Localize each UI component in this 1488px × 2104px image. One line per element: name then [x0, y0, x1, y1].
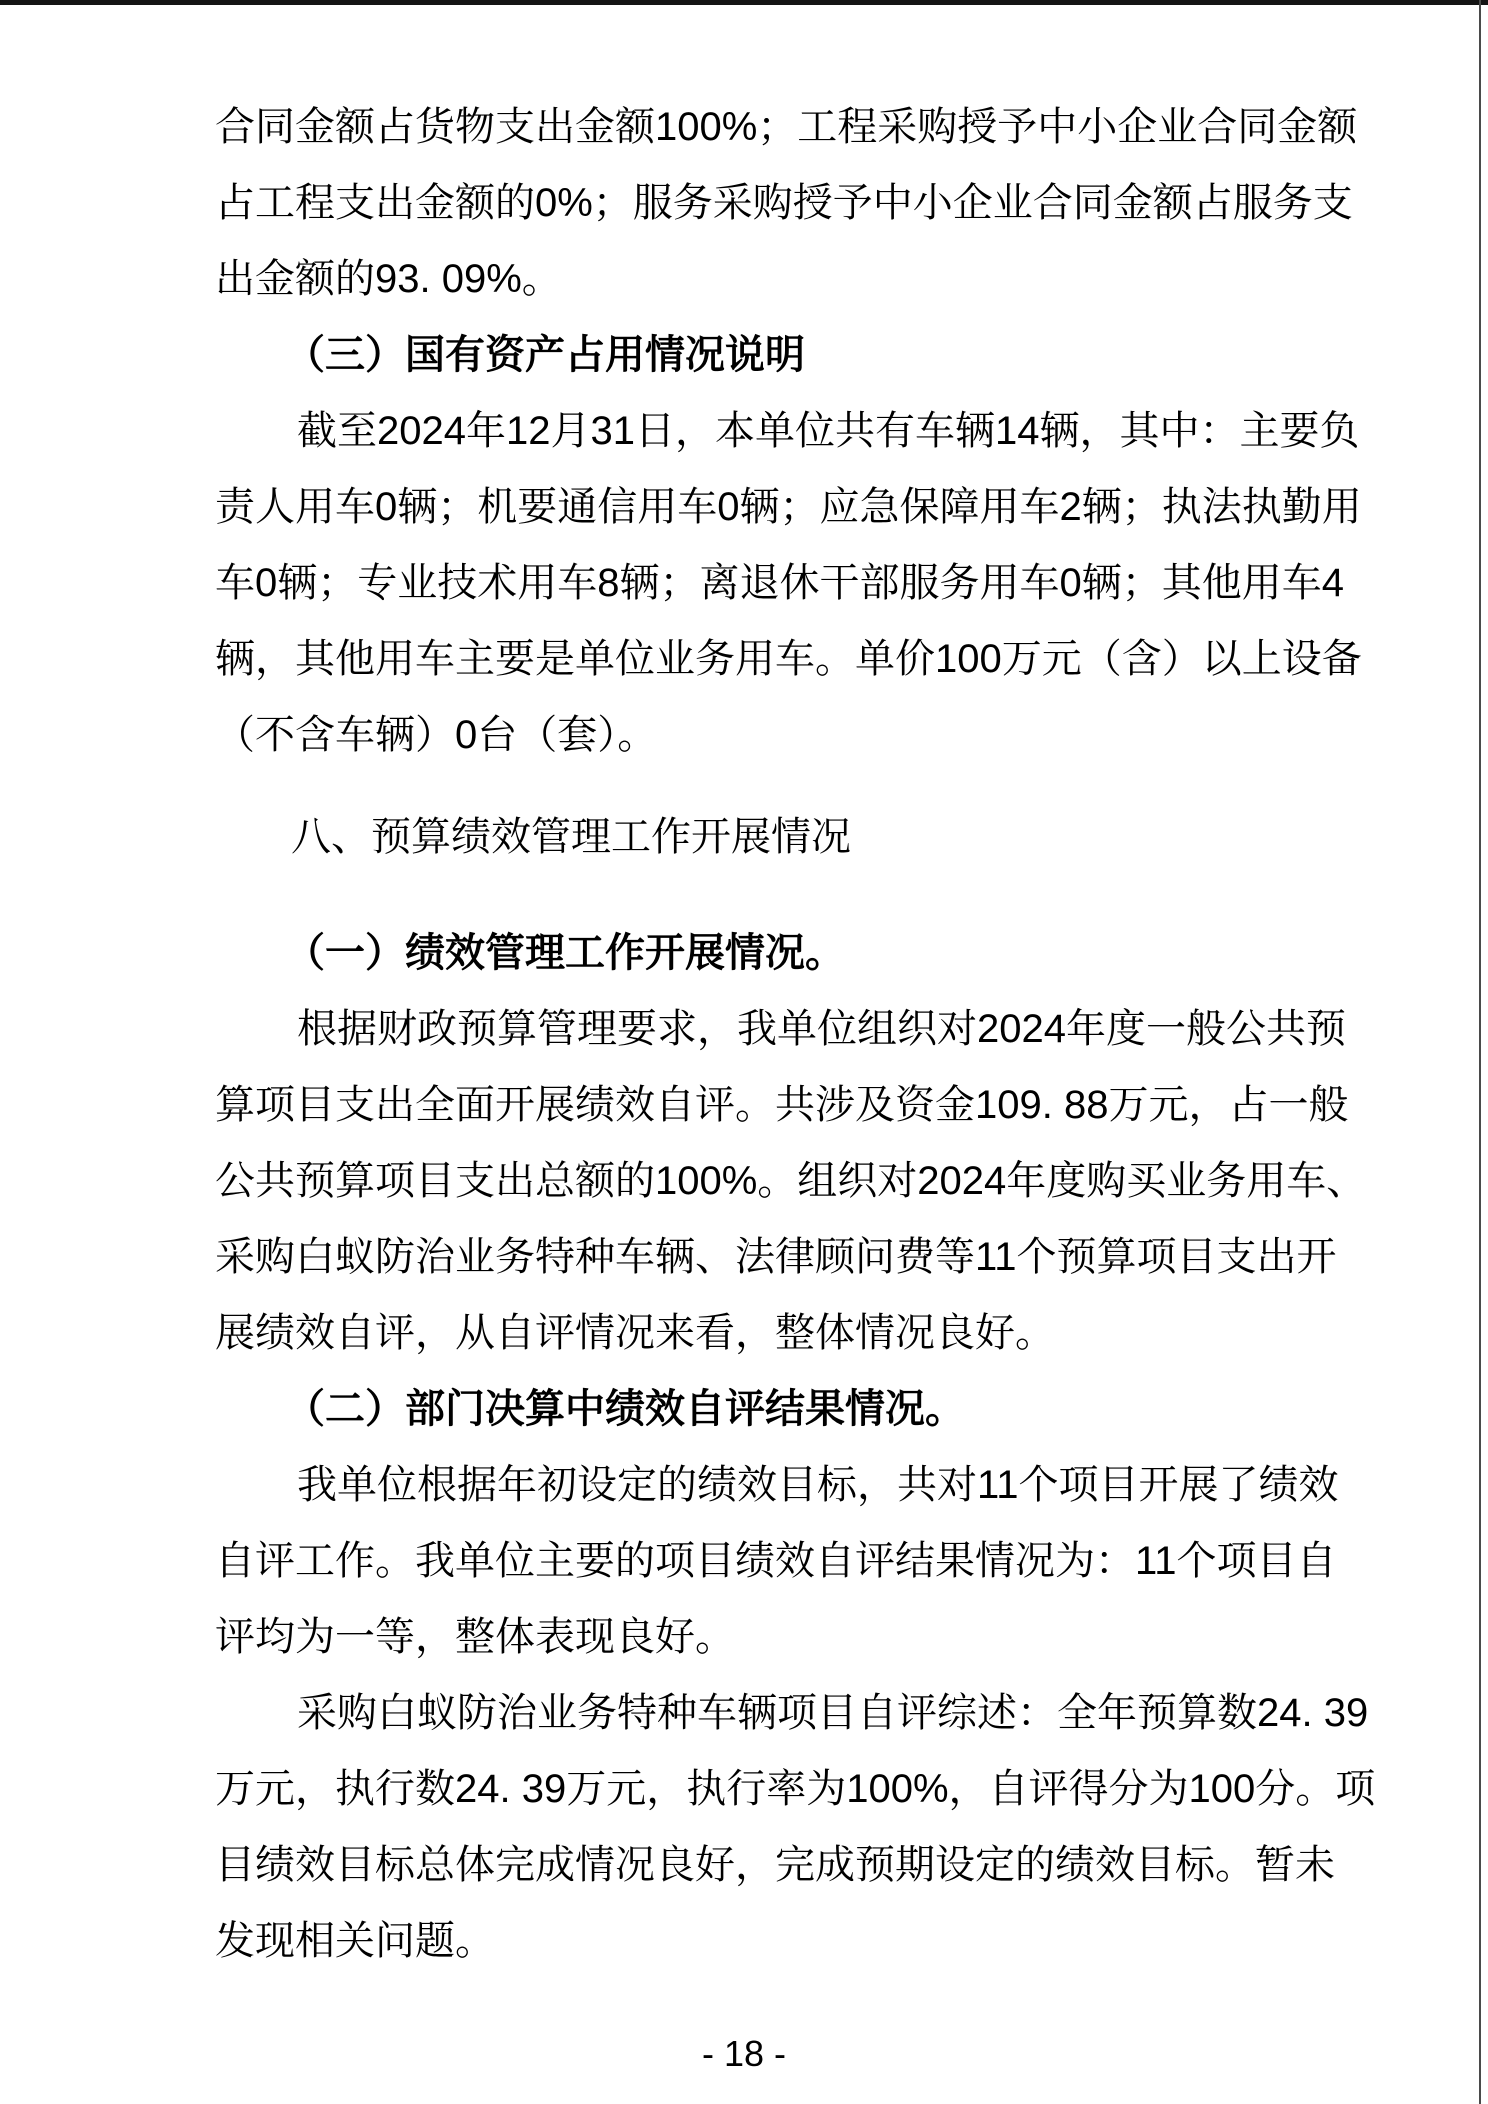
body-line: 评均为一等，整体表现良好。	[215, 1615, 735, 1659]
subsection-heading-perf-work: （一）绩效管理工作开展情况。	[285, 931, 845, 975]
body-line: 我单位根据年初设定的绩效目标，共对11个项目开展了绩效	[297, 1463, 1339, 1507]
body-line: 辆，其他用车主要是单位业务用车。单价100万元（含）以上设备	[215, 637, 1362, 681]
body-line: 展绩效自评，从自评情况来看，整体情况良好。	[215, 1311, 1055, 1355]
scan-right-edge-line	[1479, 0, 1481, 2104]
body-line: 责人用车0辆；机要通信用车0辆；应急保障用车2辆；执法执勤用	[215, 485, 1362, 529]
body-line: 车0辆；专业技术用车8辆；离退休干部服务用车0辆；其他用车4	[215, 561, 1344, 605]
body-line: 发现相关问题。	[215, 1919, 495, 1963]
body-line: 自评工作。我单位主要的项目绩效自评结果情况为：11个项目自	[215, 1539, 1337, 1583]
subsection-heading-self-eval: （二）部门决算中绩效自评结果情况。	[285, 1387, 965, 1431]
document-body	[215, 89, 1376, 1979]
body-line: （不含车辆）0台（套）。	[215, 713, 658, 757]
body-line: 根据财政预算管理要求，我单位组织对2024年度一般公共预	[297, 1007, 1346, 1051]
body-line: 采购白蚁防治业务特种车辆、法律顾问费等11个预算项目支出开	[215, 1235, 1337, 1279]
body-line: 公共预算项目支出总额的100%。组织对2024年度购买业务用车、	[215, 1159, 1367, 1203]
body-line: 万元，执行数24. 39万元，执行率为100%，自评得分为100分。项	[215, 1767, 1376, 1811]
body-line: 算项目支出全面开展绩效自评。共涉及资金109. 88万元，占一般	[215, 1083, 1349, 1127]
body-line: 截至2024年12月31日，本单位共有车辆14辆，其中：主要负	[297, 409, 1360, 453]
body-line: 目绩效目标总体完成情况良好，完成预期设定的绩效目标。暂未	[215, 1843, 1335, 1887]
body-line: 出金额的93. 09%。	[215, 257, 562, 301]
body-line: 合同金额占货物支出金额100%；工程采购授予中小企业合同金额	[215, 105, 1358, 149]
page-number: - 18 -	[701, 2033, 787, 2074]
scan-top-edge-bar	[0, 0, 1488, 5]
subsection-heading-state-assets: （三）国有资产占用情况说明	[285, 333, 805, 377]
body-line: 采购白蚁防治业务特种车辆项目自评综述：全年预算数24. 39	[297, 1691, 1369, 1735]
body-line: 占工程支出金额的0%；服务采购授予中小企业合同金额占服务支	[215, 181, 1353, 225]
section-heading-performance: 八、预算绩效管理工作开展情况	[291, 815, 851, 859]
